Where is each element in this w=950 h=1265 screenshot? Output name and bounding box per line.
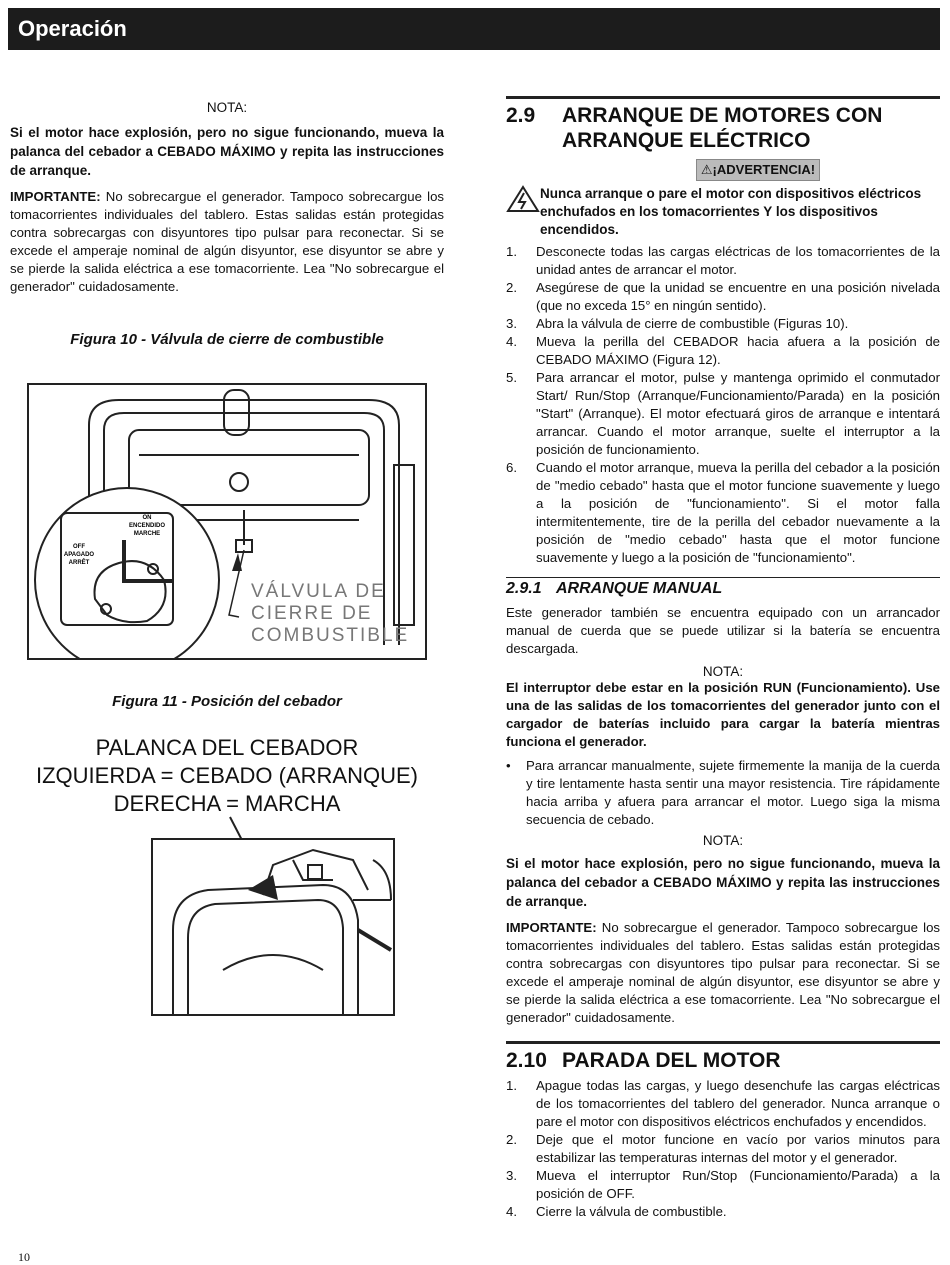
- list-item: [506, 243, 940, 279]
- step-number: 5.: [506, 370, 517, 385]
- step-text: Mueva el interruptor Run/Stop (Funcionamiento/Parada) a la posición de OFF.: [536, 1168, 940, 1201]
- warning-badge: [696, 159, 820, 181]
- step-number: 4.: [506, 334, 517, 349]
- header-title: Operación: [18, 16, 127, 41]
- off-label: OFF: [73, 544, 85, 550]
- nota2-label: NOTA:: [702, 833, 744, 848]
- nota1-label: NOTA:: [702, 664, 744, 679]
- step-number: 2.: [506, 1132, 517, 1147]
- step-number: 3.: [506, 316, 517, 331]
- figure-10-caption: Figura 10 - Válvula de cierre de combustible: [70, 331, 384, 348]
- manual-start-bullets: [506, 757, 940, 829]
- choke-label-line3: DERECHA = MARCHA: [113, 791, 341, 816]
- section-2-9-title: ARRANQUE DE MOTORES CON ARRANQUE ELÉCTRICO: [562, 104, 883, 152]
- step-text: Asegúrese de que la unidad se encuentre en una posición nivelada (que no exceda 15° en ningún sentido).: [536, 280, 940, 313]
- step-number: 1.: [506, 1078, 517, 1093]
- valve-label-line2: CIERRE DE: [251, 603, 373, 624]
- page-number: 10: [18, 1250, 30, 1264]
- section-2-9-1-heading: [506, 577, 940, 598]
- step-text: Abra la válvula de cierre de combustible (Figuras 10).: [536, 316, 849, 331]
- step-number: 4.: [506, 1204, 517, 1219]
- bullet-text: Para arrancar manualmente, sujete firmemente la manija de la cuerda y tire lentamente hasta sentir una mayor resistencia. Tire rápidamente hacia arriba y afuera para arrancar el motor. Luego siga la misma secuencia de cebado.: [526, 758, 940, 827]
- section-2-9-heading: [506, 96, 940, 153]
- warning-badge-text: ¡ADVERTENCIA!: [712, 162, 816, 177]
- nota1-text: El interruptor debe estar en la posición RUN (Funcionamiento). Use una de las salidas de los tomacorrientes del generador junto con el cargador de baterías incluido para cargar la batería mientras funciona el generador.: [506, 680, 940, 749]
- bullet-icon: •: [506, 758, 511, 773]
- list-item: [506, 1203, 940, 1221]
- figure-10-fuel-valve: [27, 383, 427, 660]
- warning-block: [506, 185, 940, 239]
- list-item: [506, 369, 940, 459]
- page-header: [8, 8, 940, 50]
- step-number: 3.: [506, 1168, 517, 1183]
- list-item: [506, 459, 940, 567]
- step-text: Desconecte todas las cargas eléctricas de los tomacorrientes de la unidad antes de arrancar el motor.: [536, 244, 940, 277]
- section-2-9-steps: [506, 243, 940, 567]
- importante-text: No sobrecargue el generador. Tampoco sobrecargue los tomacorrientes individuales del tablero. Estas salidas están protegidas contra sobrecargas con disyuntores tipo pulsar para reconectar. Si se excede el amperaje nominal de algún disyuntor, ese disyuntor se abre y se pierde la salida eléctrica a ese tomacorriente. Lea "No sobrecargue el generador" cuidadosamente.: [10, 189, 444, 294]
- right-column: [506, 96, 940, 1221]
- list-item: [506, 279, 940, 315]
- figure-11-choke-position: [151, 838, 395, 1016]
- warning-text: Nunca arranque o pare el motor con dispositivos eléctricos enchufados en los tomacorrientes Y los dispositivos encendidos.: [540, 186, 922, 237]
- valve-label-line1: VÁLVULA DE: [251, 581, 386, 602]
- step-text: Cuando el motor arranque, mueva la perilla del cebador a la posición de "medio cebado" hasta que el motor funcione suavemente y luego a la posición de "funcionamiento". Si el motor falla intermitentemente, tire de la perilla del cebador nuevamente a la posición de "medio cebado" hasta que el motor funcione suavemente y luego a la posición de "funcionamiento".: [536, 460, 940, 565]
- importante2-label: IMPORTANTE:: [506, 920, 597, 935]
- warning-badge-row: [576, 159, 940, 181]
- importante2-text: No sobrecargue el generador. Tampoco sobrecargue los tomacorrientes individuales del tablero. Estas salidas están protegidas contra sobrecargas con disyuntores tipo pulsar para reconectar. Si se excede el amperaje nominal de algún disyuntor, ese disyuntor se abre y se pierde la salida eléctrica a ese tomacorriente. Lea "No sobrecargue el generador" cuidadosamente.: [506, 920, 940, 1025]
- step-text: Cierre la válvula de combustible.: [536, 1204, 727, 1219]
- section-2-10-steps: [506, 1077, 940, 1221]
- choke-label-line1: PALANCA DEL CEBADOR: [95, 735, 359, 760]
- left-column: [10, 100, 444, 296]
- warning-triangle-icon: ⚠: [700, 162, 713, 177]
- list-item: [506, 1131, 940, 1167]
- list-item: [506, 757, 940, 829]
- marche-label: MARCHE: [133, 531, 161, 537]
- step-number: 1.: [506, 244, 517, 259]
- section-2-10-title: PARADA DEL MOTOR: [562, 1049, 781, 1072]
- importante2-paragraph: [506, 919, 940, 1027]
- choke-illustration: [153, 840, 393, 1014]
- choke-label-line2: IZQUIERDA = CEBADO (ARRANQUE): [35, 763, 418, 788]
- arret-label: ARRÊT: [68, 560, 90, 566]
- section-2-9-1-title: ARRANQUE MANUAL: [556, 580, 723, 597]
- importante-paragraph: [10, 188, 444, 296]
- list-item: [506, 1167, 940, 1203]
- section-2-9-number: 2.9: [506, 104, 536, 127]
- encendido-label: ENCENDIDO: [128, 523, 166, 529]
- valve-label-line3: COMBUSTIBLE: [251, 625, 410, 646]
- section-2-10-heading: [506, 1041, 940, 1073]
- nota2-text: Si el motor hace explosión, pero no sigue funcionando, mueva la palanca del cebador a CEBADO MÁXIMO y repita las instrucciones de arranque.: [506, 856, 940, 909]
- on-label: ON: [142, 515, 152, 521]
- nota-text: Si el motor hace explosión, pero no sigue funcionando, mueva la palanca del cebador a CEBADO MÁXIMO y repita las instrucciones de arranque.: [10, 125, 444, 178]
- step-number: 6.: [506, 460, 517, 475]
- section-2-9-1-number: 2.9.1: [506, 580, 542, 597]
- step-text: Mueva la perilla del CEBADOR hacia afuera a la posición de CEBADO MÁXIMO (Figura 12).: [536, 334, 940, 367]
- section-2-10-number: 2.10: [506, 1049, 547, 1072]
- step-text: Deje que el motor funcione en vacío por varios minutos para estabilizar las temperaturas internas del motor y el generador.: [536, 1132, 940, 1165]
- figure-11-caption: Figura 11 - Posición del cebador: [112, 693, 342, 710]
- electric-shock-icon: [506, 185, 540, 213]
- manual-start-intro: Este generador también se encuentra equipado con un arrancador manual de cuerda que se puede utilizar si la batería se encuentra descargada.: [506, 605, 940, 656]
- step-number: 2.: [506, 280, 517, 295]
- list-item: [506, 1077, 940, 1131]
- step-text: Apague todas las cargas, y luego desenchufe las cargas eléctricas de los tomacorrientes del tablero del generador. Nunca arranque o pare el motor con dispositivos eléctricos enchufados y encendidos.: [536, 1078, 940, 1129]
- importante-label: IMPORTANTE:: [10, 189, 101, 204]
- list-item: [506, 315, 940, 333]
- nota-label: NOTA:: [206, 100, 248, 115]
- fuel-valve-illustration: [29, 385, 425, 658]
- apagado-label: APAGADO: [63, 552, 95, 558]
- step-text: Para arrancar el motor, pulse y mantenga oprimido el conmutador Start/ Run/Stop (Arranque/Funcionamiento/Parada) en la posición "Start" (Arranque). El motor efectuará giros de arranque e intentará arrancar. Cuando el motor arranque, suelte el interruptor a la posición de funcionamiento.: [536, 370, 940, 457]
- list-item: [506, 333, 940, 369]
